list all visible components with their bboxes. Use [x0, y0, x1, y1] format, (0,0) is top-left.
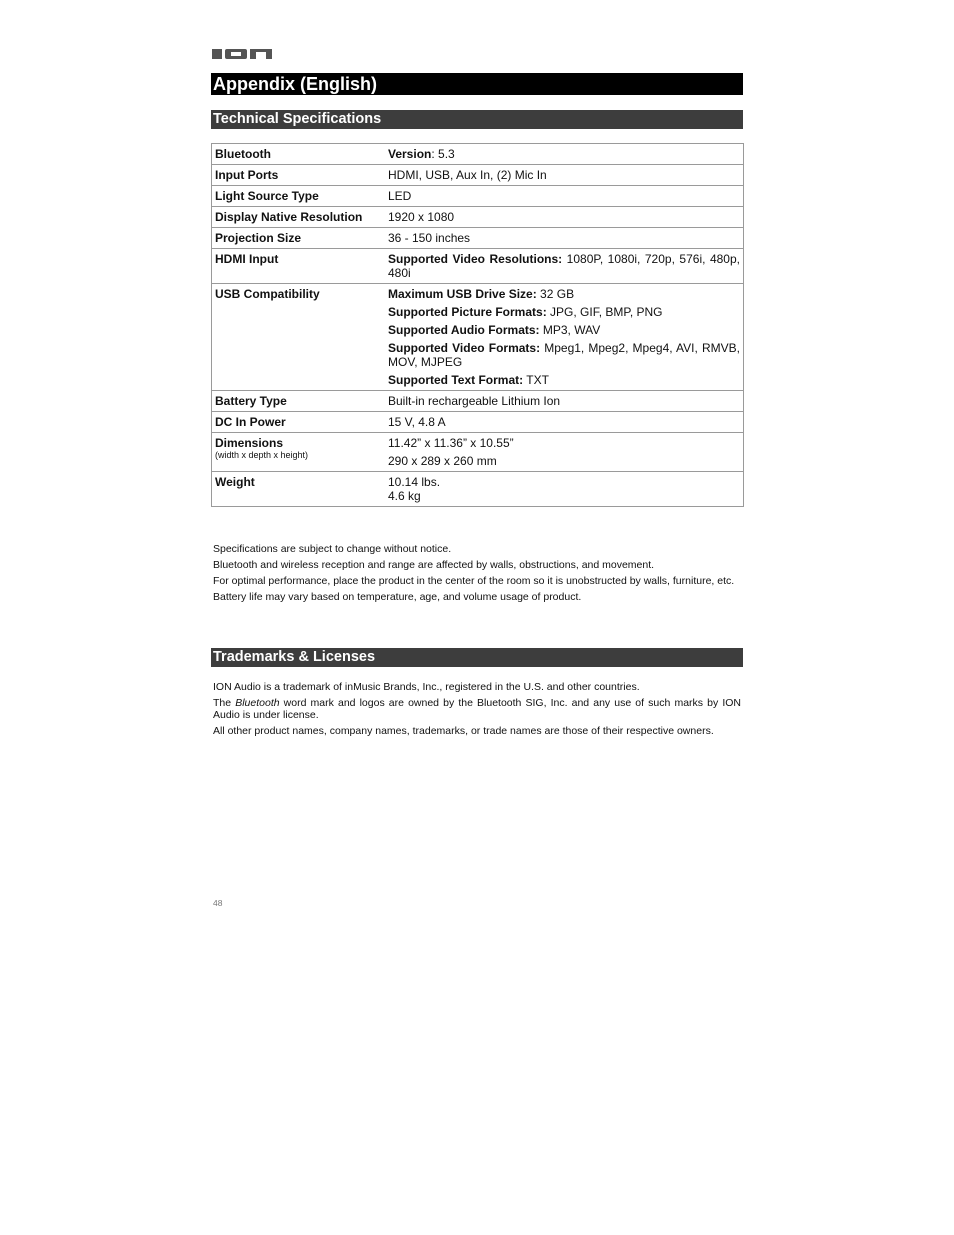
title-suffix: )	[371, 74, 378, 94]
spec-row-battery	[212, 391, 744, 412]
spec-row-dimensions	[212, 433, 744, 472]
spec-label: HDMI Input	[212, 249, 383, 284]
spec-row-input-ports	[212, 165, 744, 186]
spec-value: Built-in rechargeable Lithium Ion	[382, 391, 744, 412]
usb-video-formats	[388, 341, 740, 369]
spec-value: 15 V, 4.8 A	[382, 412, 744, 433]
usb-audio-formats	[388, 323, 740, 337]
trademark-p3: All other product names, company names, trademarks, or trade names are those of their respective owners.	[213, 725, 714, 737]
note-4: Battery life may vary based on temperature, age, and volume usage of product.	[213, 591, 582, 603]
spec-notes	[213, 543, 741, 607]
spec-value	[382, 284, 744, 391]
spec-val: 32 GB	[536, 287, 575, 301]
spec-label: DC In Power	[212, 412, 383, 433]
trademarks-heading: Trademarks & Licenses	[211, 648, 743, 667]
spec-row-weight	[212, 472, 744, 507]
spec-label: Projection Size	[212, 228, 383, 249]
spec-row-bluetooth	[212, 144, 744, 165]
spec-val: Mpeg1, Mpeg2, Mpeg4, AVI, RMVB, MOV, MJPEG	[388, 341, 740, 369]
trademark-p2-pre: The	[213, 697, 236, 709]
note-1: Specifications are subject to change without notice.	[213, 543, 452, 555]
page-number: 48	[213, 898, 223, 908]
dimensions-sublabel: (width x depth x height)	[215, 450, 309, 460]
spec-label	[212, 433, 383, 472]
spec-key: Maximum USB Drive Size:	[388, 287, 537, 301]
spec-label: USB Compatibility	[212, 284, 383, 391]
ion-logo-icon	[212, 46, 274, 62]
usb-picture-formats	[388, 305, 740, 319]
spec-label: Input Ports	[212, 165, 383, 186]
page-title	[211, 73, 743, 95]
spec-key: Supported Video Formats:	[388, 341, 541, 355]
spec-row-resolution	[212, 207, 744, 228]
trademark-p2-italic: Bluetooth	[235, 697, 280, 709]
title-language: English	[306, 74, 372, 94]
dimensions-metric: 290 x 289 x 260 mm	[388, 454, 497, 468]
spec-key: Supported Video Resolutions:	[388, 252, 563, 266]
spec-value	[382, 144, 744, 165]
title-prefix: Appendix (	[213, 74, 306, 94]
spec-value: HDMI, USB, Aux In, (2) Mic In	[382, 165, 744, 186]
trademarks-text	[213, 681, 741, 741]
usb-text-format	[388, 373, 740, 387]
spec-val: TXT	[523, 373, 549, 387]
usb-drive-size	[388, 287, 740, 301]
dimensions-imperial: 11.42” x 11.36” x 10.55”	[388, 436, 514, 450]
trademark-p2-post: word mark and logos are owned by the Bluetooth SIG, Inc. and any use of such marks by ION Audio is under license.	[213, 697, 741, 721]
specs-table	[211, 143, 744, 507]
tech-specs-heading: Technical Specifications	[211, 110, 743, 129]
spec-key: Supported Text Format:	[388, 373, 524, 387]
spec-value	[382, 249, 744, 284]
spec-label: Bluetooth	[212, 144, 383, 165]
spec-key: Supported Audio Formats:	[388, 323, 540, 337]
spec-row-projection	[212, 228, 744, 249]
spec-value: 36 - 150 inches	[382, 228, 744, 249]
note-2: Bluetooth and wireless reception and range are affected by walls, obstructions, and movement.	[213, 559, 655, 571]
note-3: For optimal performance, place the product in the center of the room so it is unobstructed by walls, furniture, etc.	[213, 575, 735, 587]
spec-label: Battery Type	[212, 391, 383, 412]
spec-label: Weight	[212, 472, 383, 507]
spec-value	[382, 433, 744, 472]
spec-row-hdmi	[212, 249, 744, 284]
spec-value: LED	[382, 186, 744, 207]
spec-val: 1080P, 1080i, 720p, 576i, 480p, 480i	[388, 252, 740, 280]
trademark-p2	[213, 697, 741, 721]
weight-imperial: 10.14 lbs.	[388, 475, 441, 489]
spec-value	[382, 472, 744, 507]
spec-val: MP3, WAV	[539, 323, 601, 337]
trademark-p1: ION Audio is a trademark of inMusic Brands, Inc., registered in the U.S. and other countries.	[213, 681, 640, 693]
spec-key: Supported Picture Formats:	[388, 305, 547, 319]
spec-row-usb	[212, 284, 744, 391]
weight-metric: 4.6 kg	[388, 489, 421, 503]
spec-row-light-source	[212, 186, 744, 207]
spec-label: Light Source Type	[212, 186, 383, 207]
spec-label: Display Native Resolution	[212, 207, 383, 228]
spec-row-dc-power	[212, 412, 744, 433]
dimensions-label: Dimensions	[215, 436, 284, 450]
spec-key: Version	[388, 147, 432, 161]
spec-value: 1920 x 1080	[382, 207, 744, 228]
spec-val: : 5.3	[431, 147, 455, 161]
spec-val: JPG, GIF, BMP, PNG	[546, 305, 663, 319]
